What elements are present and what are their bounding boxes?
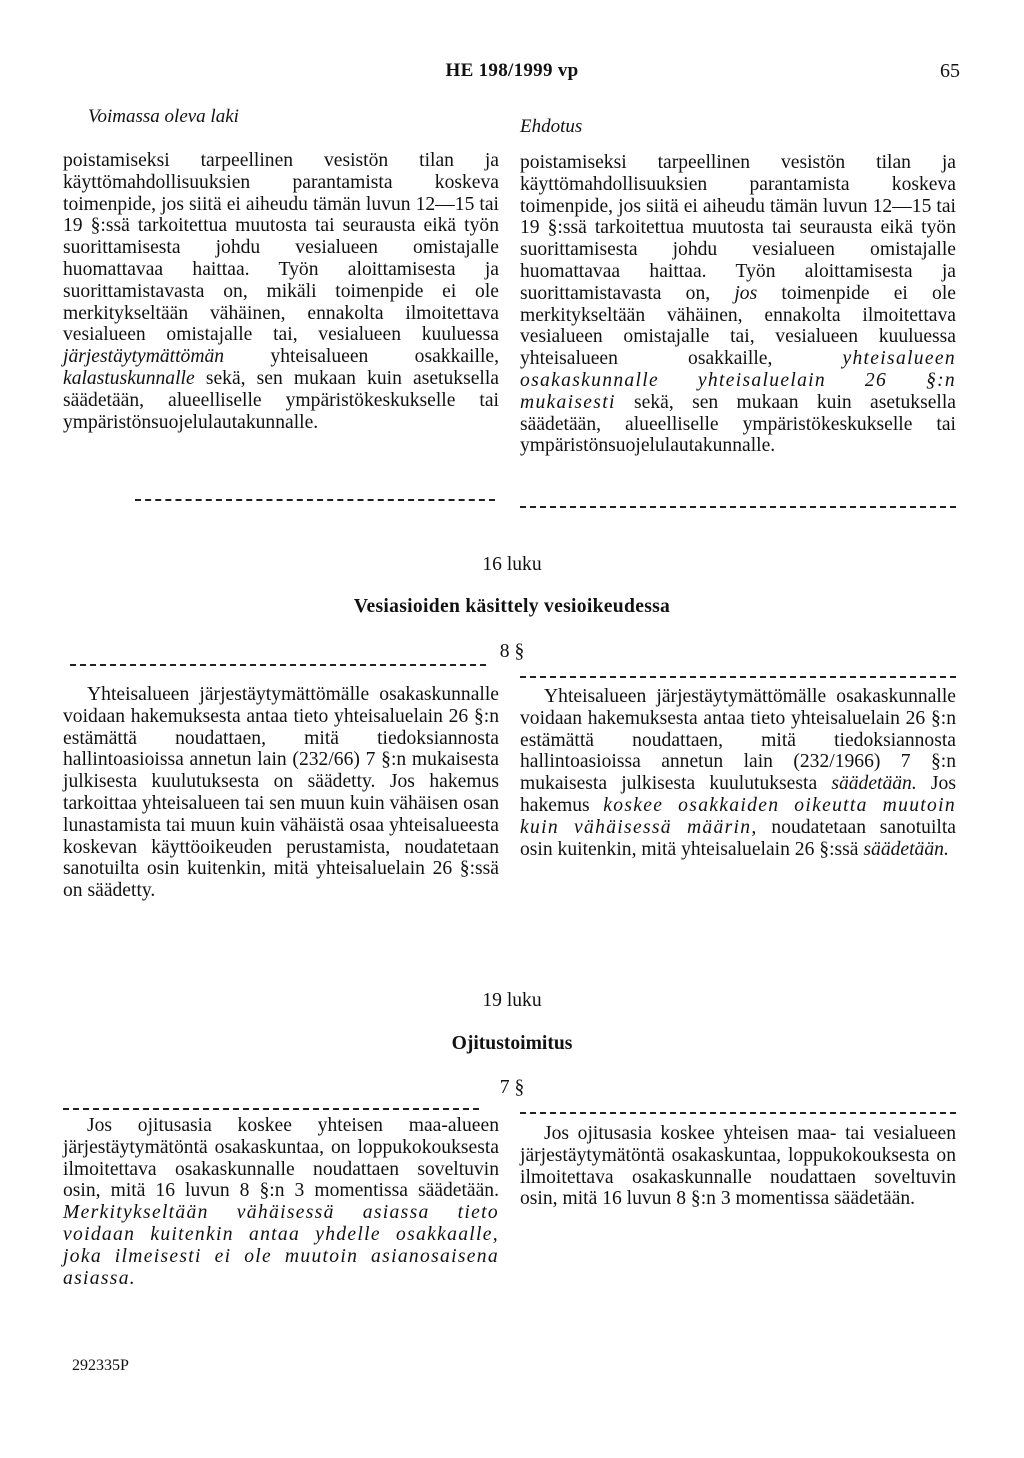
text: Jos ojitusasia koskee yhteisen maa-alueen järjestäytymätöntä osakaskuntaa, on loppukokouksesta ilmoitettava osakaskunnalle noudattaen soveltuvin osin, mitä 16 luvun 8 §:n 3 momentissa säädetään. bbox=[63, 1115, 499, 1202]
text: sekä, sen mukaan kuin asetuksella säädetään, alueelliselle ympäristökeskukselle tai ympäristönsuojelulautakunnalle. bbox=[520, 391, 956, 457]
emphasis-text: järjestäytymättömän bbox=[63, 346, 225, 368]
text: Yhteisalueen järjestäytymättömälle osakaskunnalle voidaan hakemuksesta antaa tieto yhteisaluelain 26 §:n estämättä noudattaen, mitä tiedoksiannosta hallintoasioissa annetun lain (232/1966) 7 §:n mukaisesta julkisesta kuulutuksesta bbox=[520, 686, 956, 795]
emphasis-text: säädetään. bbox=[863, 838, 949, 860]
omission-divider bbox=[70, 664, 486, 666]
omission-divider bbox=[520, 506, 956, 508]
emphasis-text: koskee osakkaiden oikeutta muutoin kuin vähäisessä määrin, bbox=[520, 794, 956, 838]
right-column-heading: Ehdotus bbox=[520, 116, 583, 137]
text: Jos hakemus bbox=[520, 773, 956, 816]
document-header: HE 198/1999 vp bbox=[445, 60, 579, 81]
text: yhteisalueen osakkaille, bbox=[270, 346, 499, 368]
left-column-heading: Voimassa oleva laki bbox=[88, 106, 239, 127]
current-law-paragraph bbox=[63, 150, 499, 433]
omission-divider bbox=[63, 1108, 479, 1110]
current-law-paragraph bbox=[63, 1115, 499, 1289]
emphasis-text: säädetään. bbox=[831, 773, 917, 795]
emphasis-text: Merkitykseltään vähäisessä asiassa tieto voidaan kuitenkin antaa yhdelle osakkaalle, joka ilmeisesti ei ole muutoin asianosaisena asiassa. bbox=[63, 1202, 499, 1289]
omission-divider bbox=[520, 676, 956, 678]
page-number: 65 bbox=[940, 60, 960, 82]
emphasis-text: yhteisalueen osakaskunnalle yhteisaluelain 26 §:n mukaisesti bbox=[520, 348, 956, 413]
section-number: 8 § bbox=[499, 641, 525, 662]
proposal-paragraph bbox=[520, 686, 956, 860]
omission-divider bbox=[135, 499, 495, 501]
emphasis-text: kalastuskunnalle bbox=[63, 367, 195, 389]
text: poistamiseksi tarpeellinen vesistön tilan ja käyttömahdollisuuksien parantamista koskeva toimenpide, jos siitä ei aiheudu tämän luvun 12—15 tai 19 §:ssä tarkoitettua muutosta tai seurausta eikä työn suorittamisesta johdu vesialueen omistajalle huomattavaa haittaa. Työn aloittamisesta ja suorittamistavasta on, mikäli toimenpide ei ole merkitykseltään vähäinen, ennakolta ilmoitettava vesialueen omistajalle tai, vesialueen kuuluessa bbox=[63, 150, 499, 346]
document-code: 292335P bbox=[72, 1357, 129, 1374]
text: toimenpide ei ole merkitykseltään vähäinen, ennakolta ilmoitettava vesialueen omistajalle tai, vesialueen kuuluessa yhteisalueen osakkaille, bbox=[520, 282, 956, 370]
section-number: 7 § bbox=[499, 1077, 525, 1098]
text: poistamiseksi tarpeellinen vesistön tilan ja käyttömahdollisuuksien parantamista koskeva toimenpide, jos siitä ei aiheudu tämän luvun 12—15 tai 19 §:ssä tarkoitettua muutosta tai seurausta eikä työn suorittamisesta johdu vesialueen omistajalle huomattavaa haittaa. Työn aloittamisesta ja suorittamistavasta on, bbox=[520, 152, 956, 304]
chapter-title: Vesiasioiden käsittely vesioikeudessa bbox=[353, 596, 671, 617]
text: sekä, sen mukaan kuin asetuksella säädetään, alueelliselle ympäristökeskukselle tai ympäristönsuojelulautakunnalle. bbox=[63, 367, 500, 433]
chapter-number: 19 luku bbox=[482, 990, 542, 1011]
omission-divider bbox=[520, 1112, 956, 1114]
proposal-paragraph bbox=[520, 152, 956, 457]
text: Yhteisalueen järjestäytymättömälle osakaskunnalle voidaan hakemuksesta antaa tieto yhteisaluelain 26 §:n estämättä noudattaen, mitä tiedoksiannosta hallintoasioissa annetun lain (232/66) 7 §:n mukaisesta julkisesta kuulutuksesta on säädetty. Jos hakemus tarkoittaa yhteisalueen tai sen muun kuin vähäisen osan lunastamista tai muun kuin vähäistä osaa yhteisalueesta koskevan käyttöoikeuden perustamista, noudatetaan sanotuilta osin kuitenkin, mitä yhteisaluelain 26 §:ssä on säädetty. bbox=[63, 684, 499, 902]
emphasis-text: jos bbox=[734, 282, 758, 304]
proposal-paragraph bbox=[520, 1123, 956, 1210]
current-law-paragraph bbox=[63, 684, 499, 902]
text: noudatetaan sanotuilta osin kuitenkin, mitä yhteisaluelain 26 §:ssä bbox=[520, 816, 956, 860]
chapter-title: Ojitustoimitus bbox=[451, 1033, 573, 1054]
chapter-number: 16 luku bbox=[482, 554, 542, 575]
text: Jos ojitusasia koskee yhteisen maa- tai vesialueen järjestäytymätöntä osakaskuntaa, loppukokouksesta on ilmoitettava osakaskunnalle noudattaen soveltuvin osin, mitä 16 luvun 8 §:n 3 momentissa säädetään. bbox=[520, 1123, 956, 1210]
